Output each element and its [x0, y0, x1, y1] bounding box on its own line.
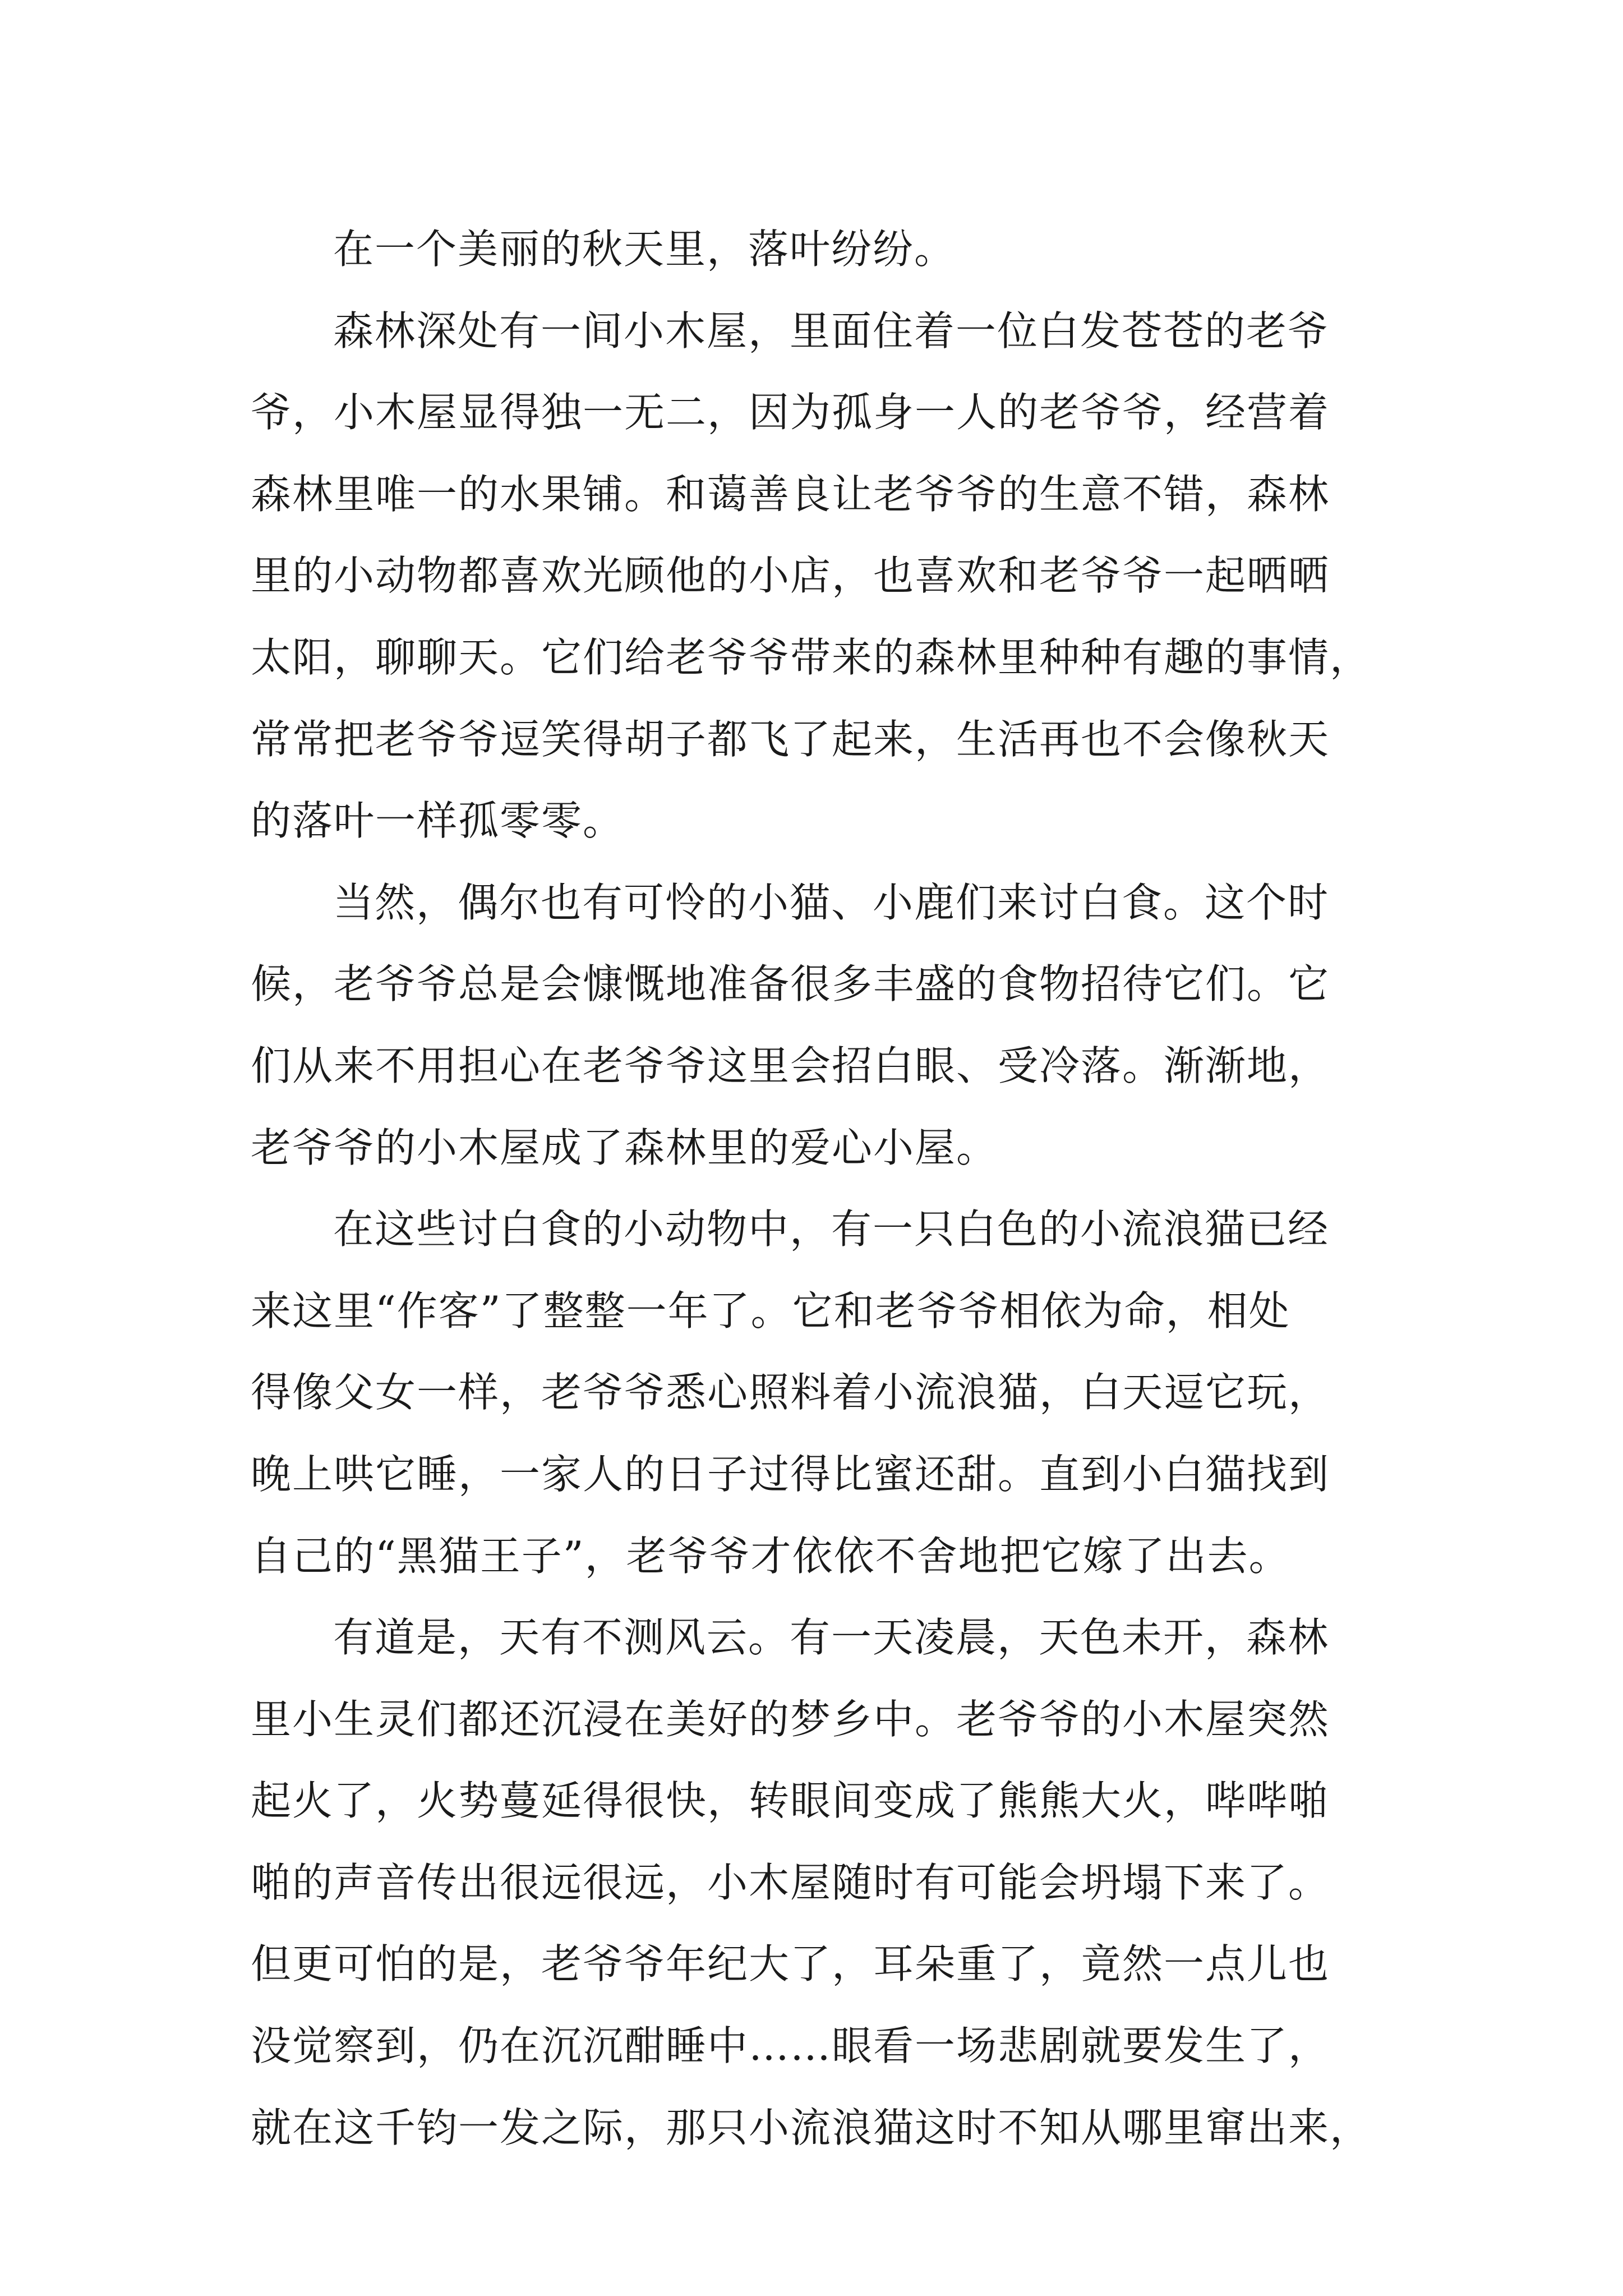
paragraph-2 — [251, 291, 1372, 862]
text-line: 里小生灵们都还沉浸在美好的梦乡中。老爷爷的小木屋突然 — [251, 1695, 1330, 1743]
text-line: 晚上哄它睡，一家人的日子过得比蜜还甜。直到小白猫找到 — [251, 1450, 1330, 1498]
text-line: 但更可怕的是，老爷爷年纪大了，耳朵重了，竟然一点儿也 — [251, 1940, 1330, 1988]
text-line: 太阳，聊聊天。它们给老爷爷带来的森林里种种有趣的事情， — [251, 633, 1372, 681]
text-line: 起火了，火势蔓延得很快，转眼间变成了熊熊大火，哔哔啪 — [251, 1777, 1330, 1825]
paragraph-1 — [251, 209, 1372, 291]
text-line: 的落叶一样孤零零。 — [251, 797, 625, 845]
text-line: 老爷爷的小木屋成了森林里的爱心小屋。 — [251, 1124, 998, 1171]
text-line: 在这些讨白食的小动物中，有一只白色的小流浪猫已经 — [333, 1205, 1330, 1253]
text-line: 啪的声音传出很远很远，小木屋随时有可能会坍塌下来了。 — [251, 1858, 1330, 1906]
text-line: 没觉察到，仍在沉沉酣睡中……眼看一场悲剧就要发生了， — [251, 2022, 1330, 2070]
text-line: 就在这千钧一发之际，那只小流浪猫这时不知从哪里窜出来， — [251, 2104, 1372, 2151]
text-line: 们从来不用担心在老爷爷这里会招白眼、受冷落。渐渐地， — [251, 1042, 1330, 1089]
paragraph-5 — [251, 1597, 1372, 2169]
text-line: 来这里“作客”了整整一年了。它和老爷爷相依为命，相处 — [251, 1287, 1290, 1335]
text-line: 里的小动物都喜欢光顾他的小店，也喜欢和老爷爷一起晒晒 — [251, 552, 1330, 600]
text-line: 候，老爷爷总是会慷慨地准备很多丰盛的食物招待它们。它 — [251, 960, 1330, 1008]
text-line: 爷，小木屋显得独一无二，因为孤身一人的老爷爷，经营着 — [251, 389, 1330, 436]
story-text — [251, 209, 1372, 2169]
text-line: 当然，偶尔也有可怜的小猫、小鹿们来讨白食。这个时 — [333, 878, 1330, 926]
text-line: 森林深处有一间小木屋，里面住着一位白发苍苍的老爷 — [333, 307, 1330, 355]
text-line: 在一个美丽的秋天里，落叶纷纷。 — [333, 226, 956, 273]
text-line: 得像父女一样，老爷爷悉心照料着小流浪猫，白天逗它玩， — [251, 1369, 1330, 1416]
paragraph-4 — [251, 1189, 1372, 1597]
text-line: 自己的“黑猫王子”，老爷爷才依依不舍地把它嫁了出去。 — [251, 1532, 1290, 1580]
text-line: 常常把老爷爷逗笑得胡子都飞了起来，生活再也不会像秋天 — [251, 715, 1330, 763]
text-line: 森林里唯一的水果铺。和蔼善良让老爷爷的生意不错，森林 — [251, 470, 1330, 518]
text-line: 有道是，天有不测风云。有一天凌晨，天色未开，森林 — [333, 1614, 1330, 1662]
paragraph-3 — [251, 862, 1372, 1189]
